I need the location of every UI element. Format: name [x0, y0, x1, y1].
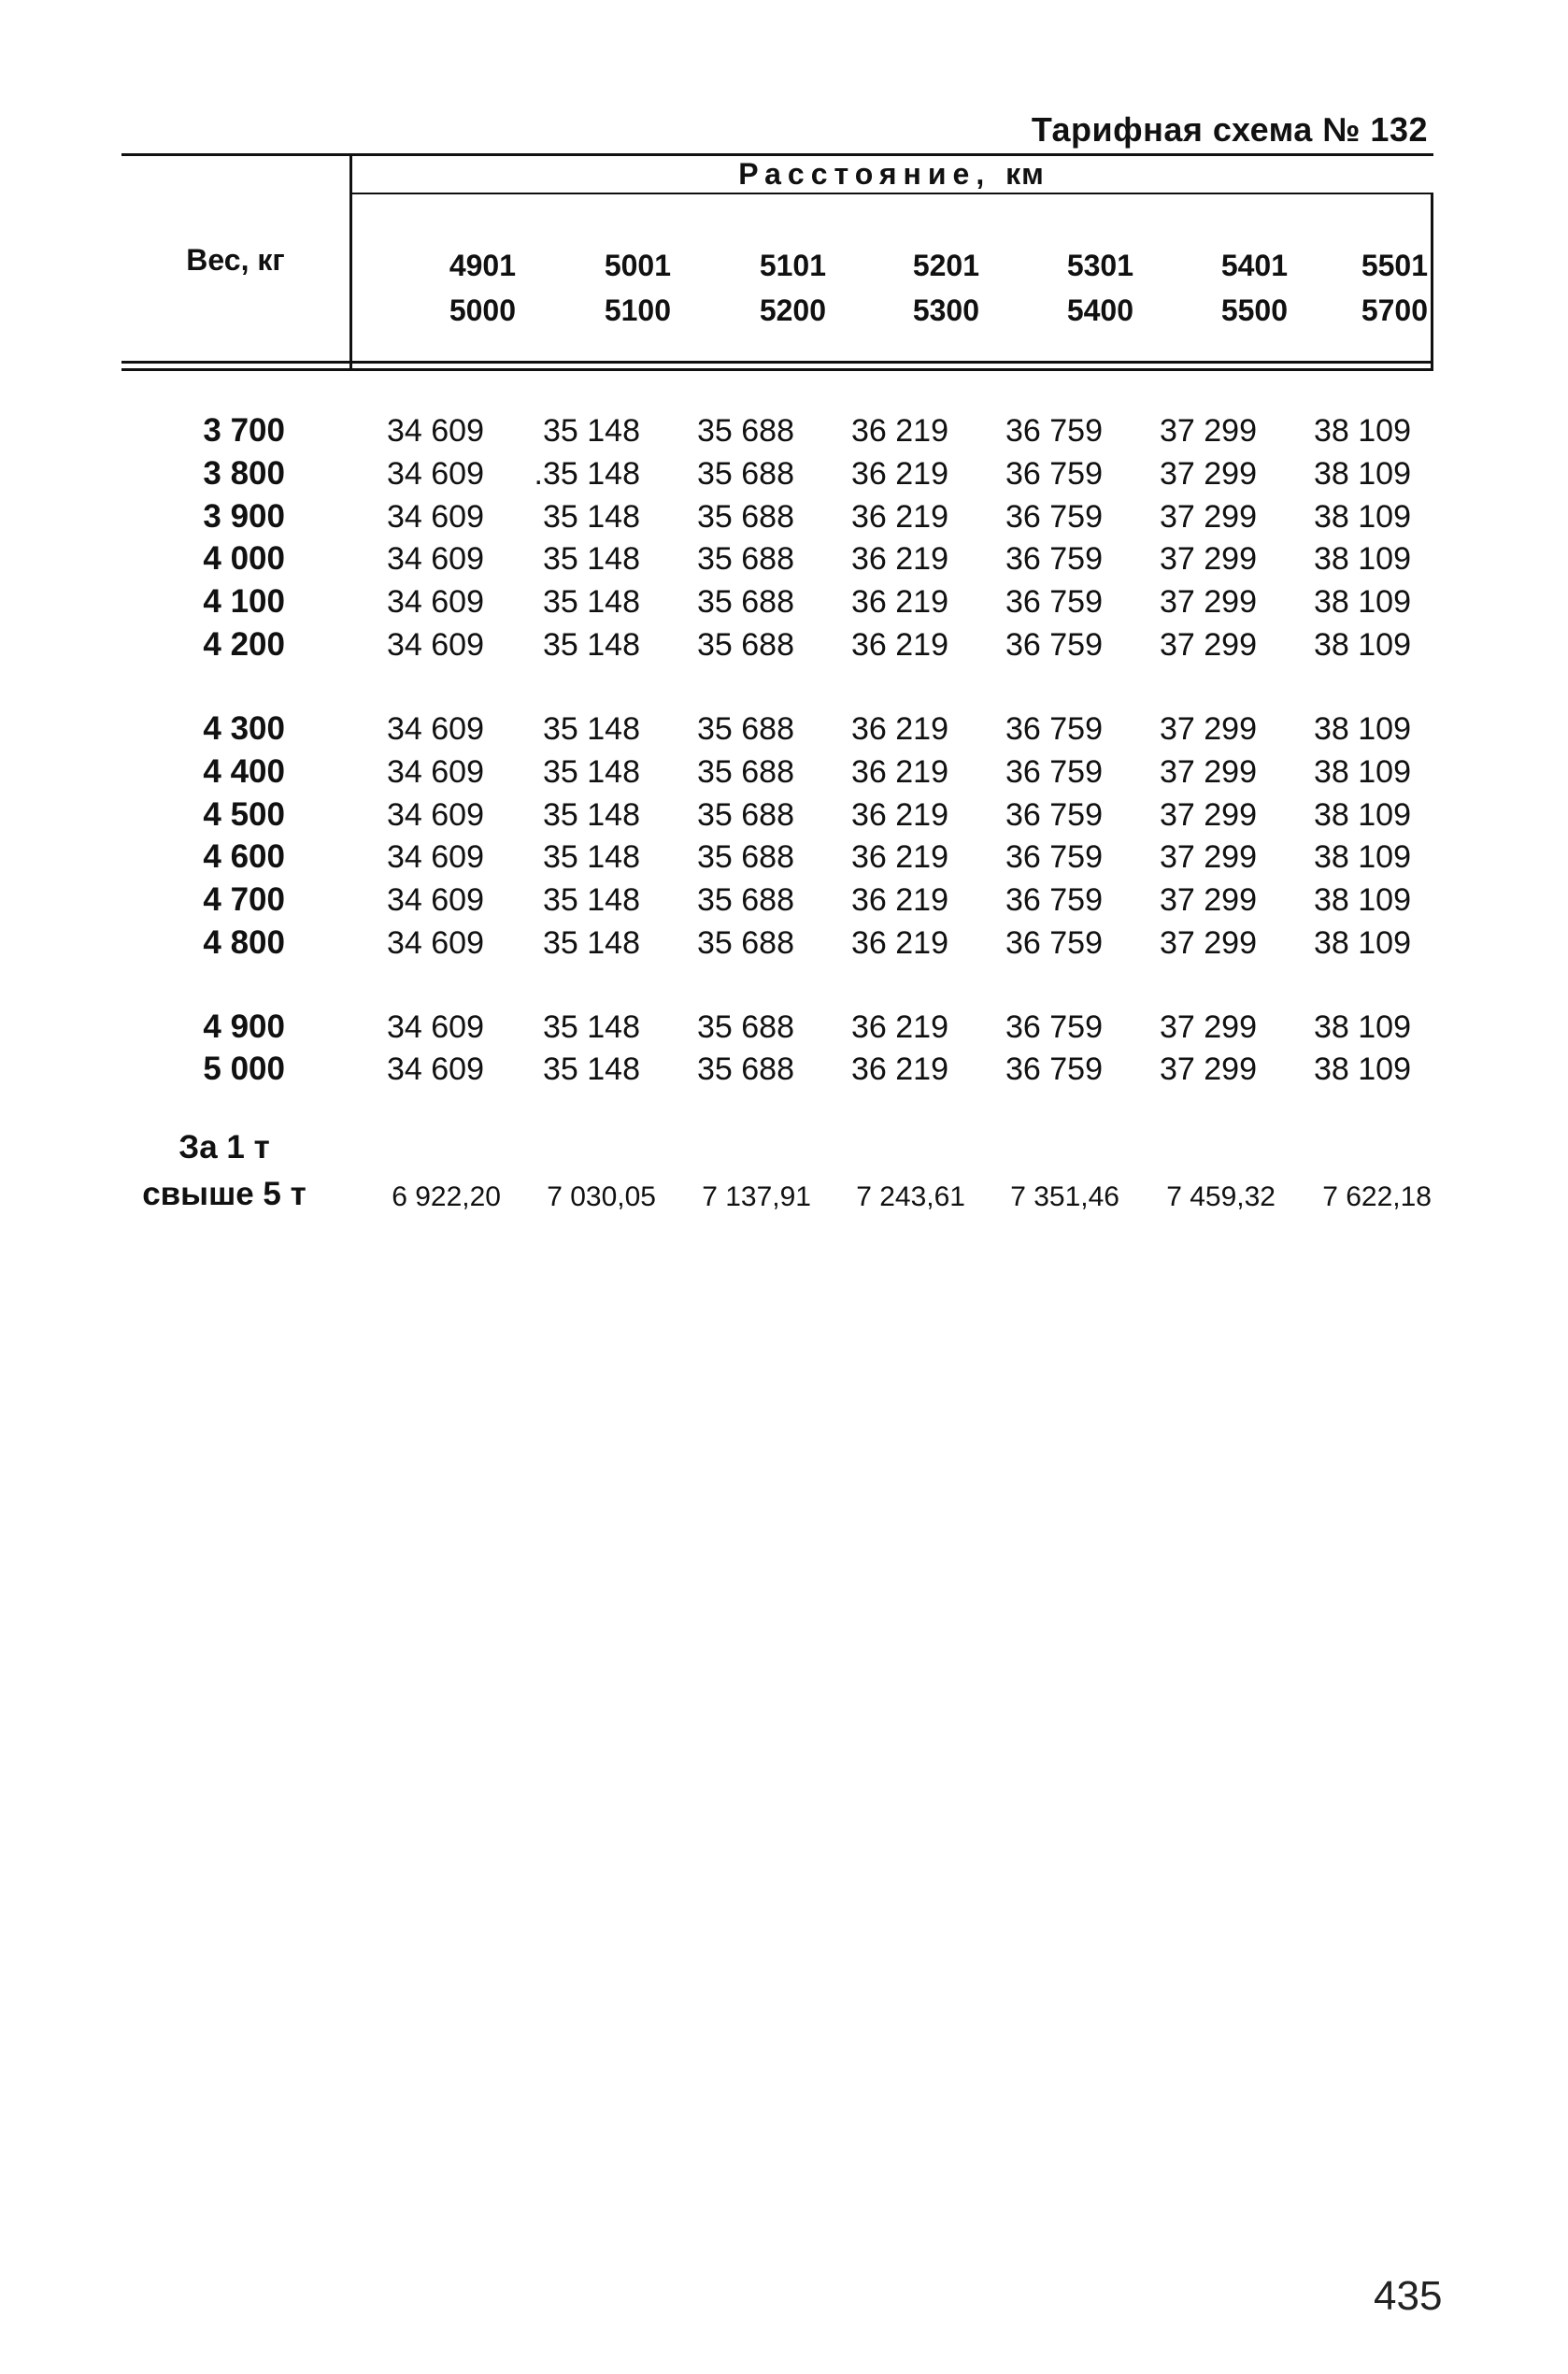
rate-cell: 36 219: [851, 584, 948, 620]
rate-cell: 35 688: [697, 584, 794, 620]
table-row: [121, 836, 1433, 879]
weight-cell: 3 900: [203, 498, 285, 535]
distance-unit: км: [1005, 157, 1045, 191]
rate-cell: 35 148: [543, 627, 640, 663]
table-row: [121, 580, 1433, 623]
column-from: 4901: [449, 249, 516, 282]
column-to: 5100: [604, 293, 671, 327]
rate-cell: 34 609: [387, 711, 484, 747]
weight-cell: 5 000: [203, 1051, 285, 1087]
extra-rate-row: [121, 1176, 1433, 1219]
page-number: 435: [1374, 2273, 1443, 2319]
table-row: [121, 537, 1433, 580]
rate-cell: .35 148: [534, 456, 640, 492]
extra-rate-cell: 6 922,20: [392, 1181, 501, 1212]
rate-cell: 34 609: [387, 584, 484, 620]
rate-cell: 35 688: [697, 413, 794, 449]
column-header: [1176, 243, 1288, 333]
rate-cell: 36 759: [1005, 925, 1103, 961]
weight-cell: 4 200: [203, 626, 285, 663]
rate-cell: 38 109: [1314, 711, 1411, 747]
rate-cell: 38 109: [1314, 754, 1411, 790]
extra-rate-cell: 7 459,32: [1166, 1181, 1276, 1212]
rate-cell: 36 759: [1005, 711, 1103, 747]
column-header: [559, 243, 671, 333]
column-to: 5200: [759, 293, 826, 327]
header-right-rule: [1431, 193, 1433, 368]
rate-cell: 35 688: [697, 839, 794, 875]
rate-cell: 38 109: [1314, 541, 1411, 577]
rate-cell: 36 219: [851, 627, 948, 663]
rate-cell: 34 609: [387, 754, 484, 790]
column-to: 5500: [1220, 293, 1288, 327]
rate-cell: 36 759: [1005, 541, 1103, 577]
rate-cell: 36 219: [851, 499, 948, 535]
rate-cell: 37 299: [1160, 584, 1257, 620]
weight-cell: 3 800: [203, 455, 285, 492]
rate-cell: 34 609: [387, 839, 484, 875]
extra-rate-cell: 7 351,46: [1010, 1181, 1119, 1212]
rate-cell: 36 759: [1005, 456, 1103, 492]
weight-cell: 4 900: [203, 1008, 285, 1045]
column-from: 5001: [604, 249, 671, 282]
rate-cell: 35 688: [697, 541, 794, 577]
rate-cell: 38 109: [1314, 925, 1411, 961]
rate-cell: 36 219: [851, 754, 948, 790]
table-row: [121, 879, 1433, 922]
rate-cell: 36 759: [1005, 1051, 1103, 1087]
rate-cell: 35 688: [697, 1009, 794, 1045]
rate-cell: 37 299: [1160, 1051, 1257, 1087]
column-header: [1021, 243, 1133, 333]
weight-cell: 3 700: [203, 412, 285, 449]
rate-cell: 37 299: [1160, 1009, 1257, 1045]
rate-cell: 36 759: [1005, 754, 1103, 790]
column-to: 5700: [1361, 293, 1428, 327]
weight-header: Вес, кг: [186, 243, 285, 277]
rate-cell: 36 219: [851, 882, 948, 918]
table-row: [121, 751, 1433, 794]
scheme-title: Тарифная схема № 132: [1031, 110, 1428, 149]
rate-cell: 37 299: [1160, 499, 1257, 535]
rate-cell: 35 148: [543, 711, 640, 747]
rate-cell: 34 609: [387, 925, 484, 961]
rate-cell: 35 148: [543, 499, 640, 535]
rate-cell: 36 759: [1005, 627, 1103, 663]
rate-cell: 35 148: [543, 541, 640, 577]
rate-cell: 34 609: [387, 1009, 484, 1045]
rate-cell: 34 609: [387, 1051, 484, 1087]
rate-cell: 38 109: [1314, 627, 1411, 663]
rate-cell: 36 759: [1005, 499, 1103, 535]
rate-cell: 37 299: [1160, 839, 1257, 875]
column-header: [867, 243, 979, 333]
header-top-rule: [121, 153, 1433, 156]
rate-cell: 35 688: [697, 456, 794, 492]
weight-cell: 4 100: [203, 583, 285, 620]
rate-cell: 35 148: [543, 925, 640, 961]
rate-cell: 37 299: [1160, 413, 1257, 449]
column-header: [1316, 243, 1428, 333]
header-bottom-rule-2: [121, 368, 1433, 371]
rate-cell: 37 299: [1160, 456, 1257, 492]
rate-cell: 35 148: [543, 1009, 640, 1045]
rate-cell: 35 688: [697, 1051, 794, 1087]
rate-cell: 35 148: [543, 413, 640, 449]
extra-rate-cell: 7 137,91: [702, 1181, 811, 1212]
rate-cell: 35 148: [543, 797, 640, 833]
column-header: [404, 243, 516, 333]
rate-cell: 36 219: [851, 541, 948, 577]
rate-cell: 35 148: [543, 839, 640, 875]
rate-cell: 38 109: [1314, 797, 1411, 833]
rate-cell: 36 759: [1005, 839, 1103, 875]
rate-cell: 36 219: [851, 413, 948, 449]
rate-cell: 34 609: [387, 541, 484, 577]
rate-cell: 38 109: [1314, 413, 1411, 449]
rate-cell: 35 688: [697, 754, 794, 790]
table-row: [121, 623, 1433, 666]
weight-cell: 4 000: [203, 540, 285, 577]
rate-cell: 34 609: [387, 413, 484, 449]
column-header: [714, 243, 826, 333]
rate-cell: 38 109: [1314, 882, 1411, 918]
rate-cell: 35 148: [543, 882, 640, 918]
table-row: [121, 409, 1433, 452]
table-row: [121, 1006, 1433, 1049]
column-from: 5201: [912, 249, 979, 282]
rate-cell: 36 219: [851, 456, 948, 492]
table-row: [121, 452, 1433, 495]
rate-cell: 36 759: [1005, 413, 1103, 449]
rate-cell: 36 219: [851, 925, 948, 961]
rate-cell: 35 148: [543, 584, 640, 620]
rate-cell: 37 299: [1160, 754, 1257, 790]
rate-cell: 37 299: [1160, 541, 1257, 577]
table-row: [121, 495, 1433, 538]
rate-cell: 37 299: [1160, 711, 1257, 747]
column-to: 5400: [1066, 293, 1133, 327]
rate-cell: 34 609: [387, 627, 484, 663]
rate-cell: 38 109: [1314, 456, 1411, 492]
rate-cell: 37 299: [1160, 797, 1257, 833]
rate-cell: 35 688: [697, 925, 794, 961]
rate-cell: 37 299: [1160, 882, 1257, 918]
extra-rate-cell: 7 030,05: [547, 1181, 656, 1212]
rate-cell: 38 109: [1314, 584, 1411, 620]
rate-cell: 34 609: [387, 456, 484, 492]
rate-cell: 38 109: [1314, 1051, 1411, 1087]
table-row: [121, 708, 1433, 751]
rate-cell: 36 219: [851, 1009, 948, 1045]
distance-label: Расстояние,: [738, 157, 991, 191]
rate-cell: 34 609: [387, 882, 484, 918]
distance-underline: [349, 193, 1433, 194]
column-to: 5000: [449, 293, 516, 327]
rate-cell: 35 148: [543, 754, 640, 790]
rate-cell: 38 109: [1314, 499, 1411, 535]
rate-cell: 36 219: [851, 797, 948, 833]
rate-cell: 36 219: [851, 839, 948, 875]
weight-cell: 4 400: [203, 753, 285, 790]
rate-cell: 36 759: [1005, 584, 1103, 620]
rate-cell: 36 219: [851, 1051, 948, 1087]
column-from: 5501: [1361, 249, 1428, 282]
header-bottom-rule: [121, 361, 1433, 364]
weight-cell: 4 500: [203, 796, 285, 833]
rate-cell: 35 688: [697, 882, 794, 918]
rate-cell: 35 688: [697, 711, 794, 747]
rate-cell: 35 688: [697, 499, 794, 535]
weight-cell: 4 300: [203, 710, 285, 747]
table-row: [121, 794, 1433, 837]
weight-cell: 4 700: [203, 881, 285, 918]
rate-cell: 37 299: [1160, 627, 1257, 663]
table-row: [121, 1048, 1433, 1091]
rate-cell: 36 759: [1005, 882, 1103, 918]
rate-cell: 35 148: [543, 1051, 640, 1087]
rate-cell: 34 609: [387, 797, 484, 833]
weight-cell: 4 600: [203, 838, 285, 875]
distance-header: [349, 157, 1433, 192]
weight-cell: 4 800: [203, 924, 285, 961]
table-row: [121, 922, 1433, 965]
extra-rate-cell: 7 243,61: [856, 1181, 965, 1212]
rate-cell: 38 109: [1314, 839, 1411, 875]
rate-cell: 34 609: [387, 499, 484, 535]
extra-rate-cell: 7 622,18: [1322, 1181, 1432, 1212]
extra-label-line2: свыше 5 т: [142, 1176, 306, 1212]
column-from: 5401: [1220, 249, 1288, 282]
column-to: 5300: [912, 293, 979, 327]
rate-cell: 35 688: [697, 627, 794, 663]
column-from: 5101: [759, 249, 826, 282]
rate-cell: 36 759: [1005, 1009, 1103, 1045]
rate-cell: 36 219: [851, 711, 948, 747]
rate-cell: 35 688: [697, 797, 794, 833]
table-header: [121, 153, 1433, 368]
column-from: 5301: [1066, 249, 1133, 282]
rate-cell: 36 759: [1005, 797, 1103, 833]
extra-label-line1: За 1 т: [178, 1129, 270, 1166]
rate-cell: 37 299: [1160, 925, 1257, 961]
rate-cell: 38 109: [1314, 1009, 1411, 1045]
